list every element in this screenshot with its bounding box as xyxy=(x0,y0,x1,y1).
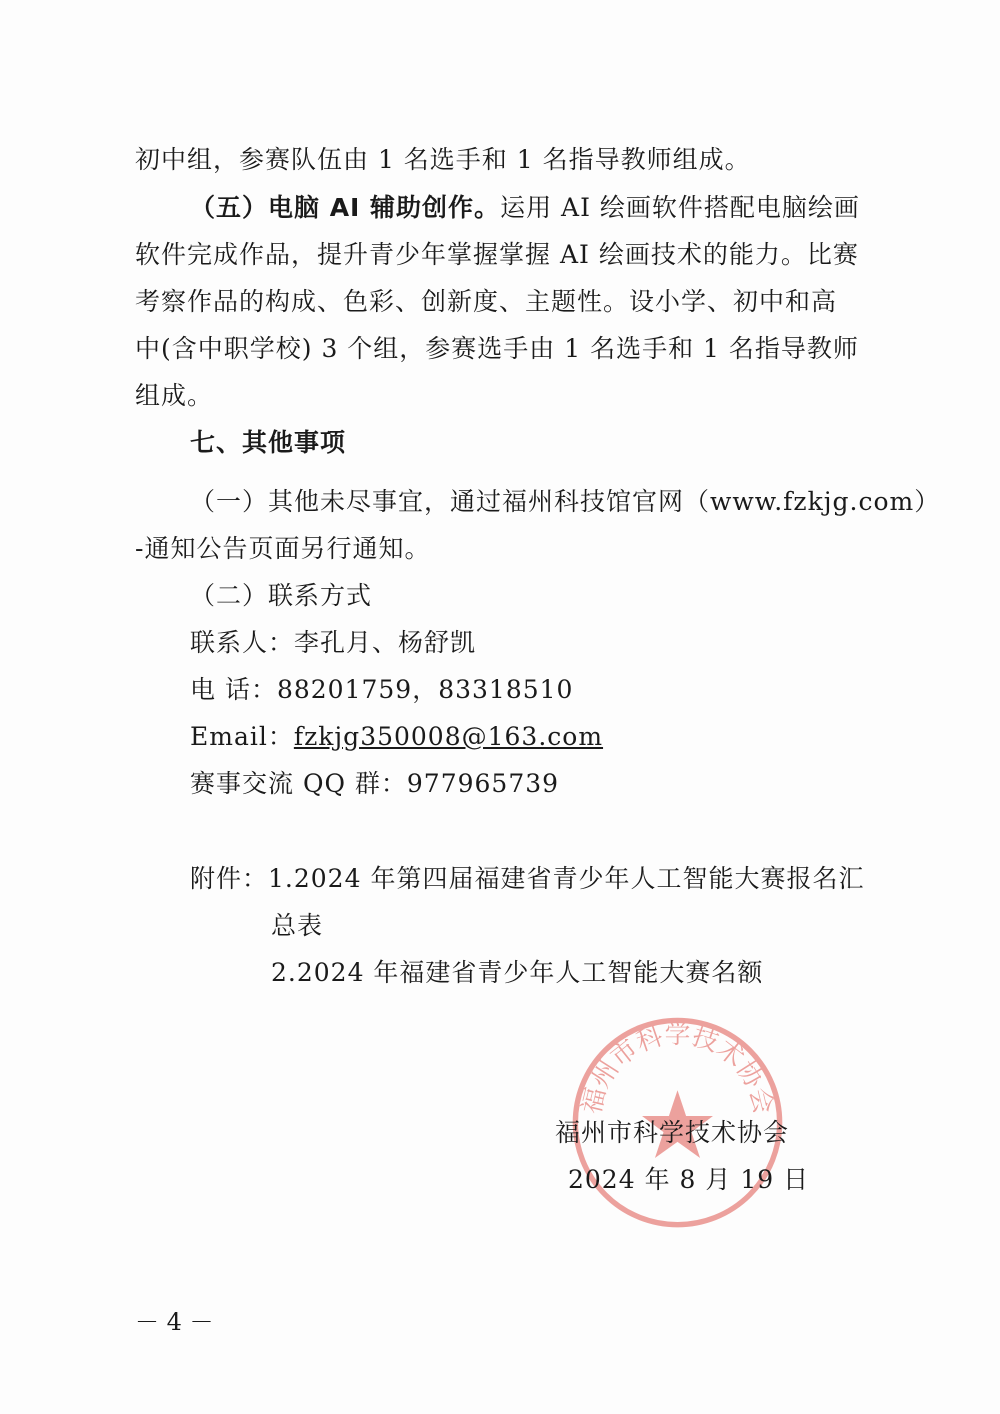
section5-tail-text: 初中组，参赛队伍由 1 名选手和 1 名指导教师组成。 xyxy=(135,145,751,174)
attachment-item2: 2.2024 年福建省青少年人工智能大赛名额 xyxy=(271,958,764,987)
signature-organization: 福州市科学技术协会 xyxy=(555,1118,790,1147)
email-label: Email： xyxy=(190,722,294,751)
section7-item2-title: （二）联系方式 xyxy=(190,581,373,610)
section5-line4: 中(含中职学校) 3 个组，参赛选手由 1 名选手和 1 名指导教师 xyxy=(135,334,859,363)
attachment-line1 xyxy=(190,862,864,896)
qq-line xyxy=(190,767,559,801)
page-number: － 4 － xyxy=(135,1308,214,1336)
section5-line1-rest: 运用 AI 绘画软件搭配电脑绘画 xyxy=(500,193,860,222)
phone-line xyxy=(190,673,573,707)
phone-value: 88201759，83318510 xyxy=(276,675,574,704)
section7-item1-line1: （一）其他未尽事宜，通过福州科技馆官网（www.fzkjg.com） xyxy=(190,487,941,516)
section5-bold-title: （五）电脑 AI 辅助创作。 xyxy=(190,193,501,222)
contact-person: 联系人：李孔月、杨舒凯 xyxy=(190,628,477,657)
attachment-item1-cont: 总表 xyxy=(271,911,324,940)
section5-line3: 考察作品的构成、色彩、创新度、主题性。设小学、初中和高 xyxy=(135,287,838,316)
section7-heading: 七、其他事项 xyxy=(190,428,347,457)
section5-line2: 软件完成作品，提升青少年掌握掌握 AI 绘画技术的能力。比赛 xyxy=(135,240,859,269)
section5-line1 xyxy=(190,191,860,225)
email-line xyxy=(190,720,603,754)
signature-date: 2024 年 8 月 19 日 xyxy=(568,1165,810,1194)
attachment-label: 附件： xyxy=(190,864,269,893)
phone-label: 电 话： xyxy=(190,675,277,704)
seal-text: 福州市科学技术协会 xyxy=(576,1020,779,1117)
attachment-item1: 1.2024 年第四届福建省青少年人工智能大赛报名汇 xyxy=(268,864,865,893)
qq-value: 977965739 xyxy=(406,769,560,798)
section7-item1-line2: -通知公告页面另行通知。 xyxy=(135,534,431,563)
email-link[interactable]: fzkjg350008@163.com xyxy=(293,722,604,751)
qq-label: 赛事交流 QQ 群： xyxy=(190,769,407,798)
section5-line5: 组成。 xyxy=(135,381,214,410)
